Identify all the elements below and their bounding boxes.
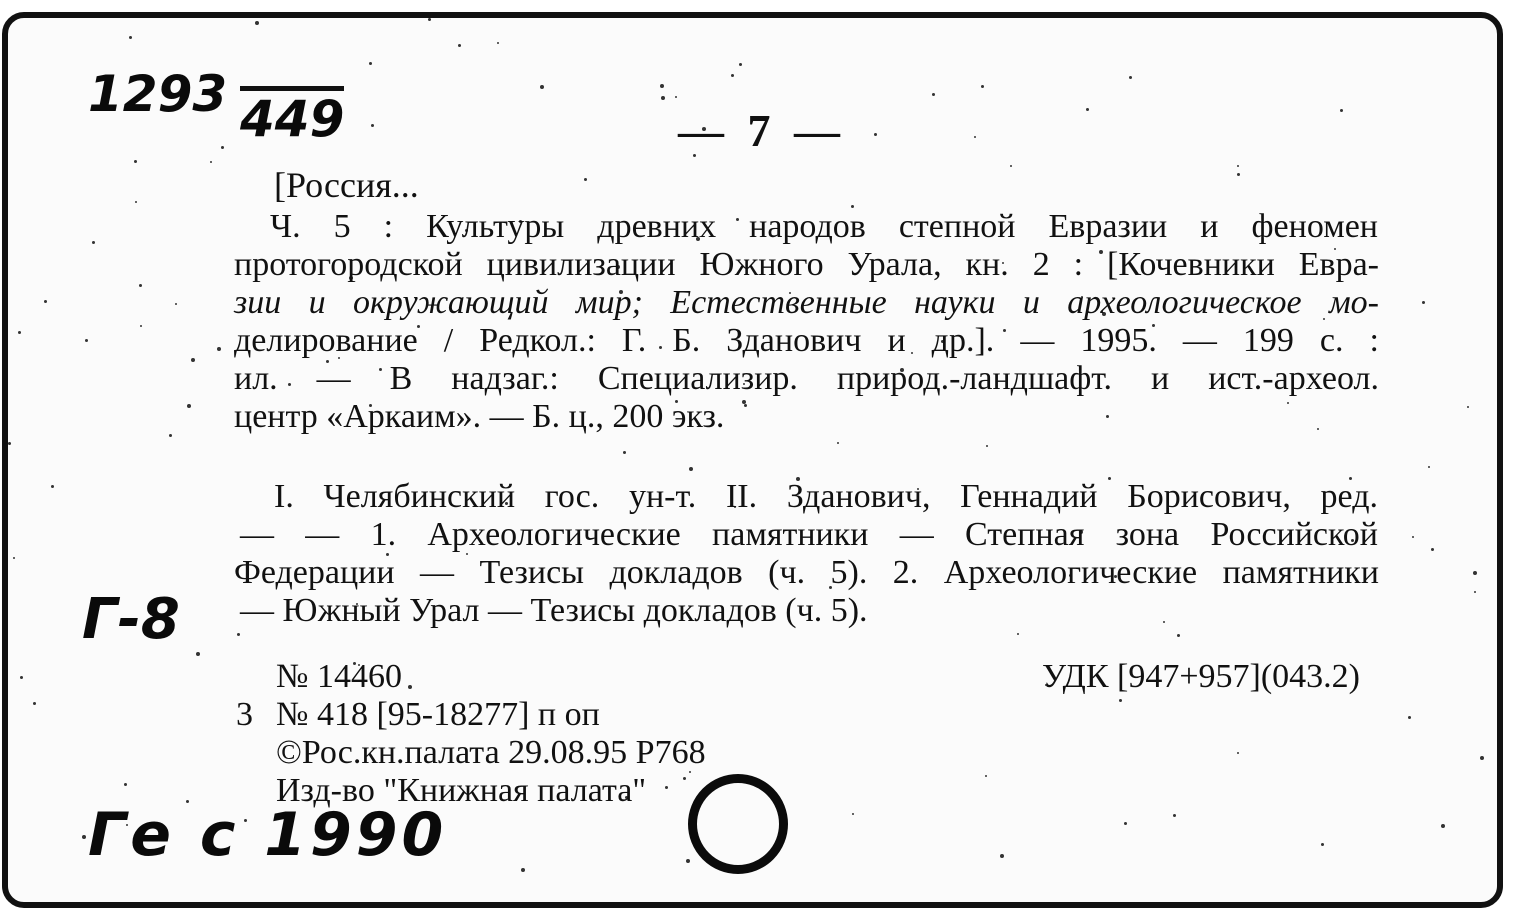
speckle-dot	[85, 339, 88, 342]
footer-line-2-prefix: 3	[236, 696, 253, 733]
handwritten-bottom-note: Ге с 1990	[88, 800, 448, 870]
speckle-dot	[237, 633, 240, 636]
speckle-dot	[139, 284, 142, 287]
speckle-dot	[985, 775, 987, 777]
footer-line-4: Изд-во "Книжная палата"	[276, 772, 647, 809]
speckle-dot	[661, 96, 665, 100]
speckle-dot	[20, 676, 23, 679]
speckle-dot	[1441, 824, 1445, 828]
subject-line-1: I. Челябинский гос. ун-т. II. Зданович, Геннадий Борисович, ред.	[274, 478, 1378, 515]
speckle-dot	[974, 136, 976, 138]
speckle-dot	[686, 859, 690, 863]
speckle-dot	[51, 485, 54, 488]
speckle-dot	[1017, 633, 1019, 635]
speckle-dot	[458, 44, 461, 47]
speckle-dot	[82, 835, 86, 839]
speckle-dot	[675, 96, 677, 98]
catalog-card	[2, 12, 1503, 908]
speckle-dot	[191, 358, 195, 362]
speckle-dot	[221, 146, 224, 149]
footer-line-2: № 418 [95-18277] п оп	[276, 696, 600, 733]
speckle-dot	[33, 702, 36, 705]
speckle-dot	[683, 777, 686, 780]
subject-line-4: — Южный Урал — Тезисы докладов (ч. 5).	[240, 592, 868, 629]
speckle-dot	[1422, 301, 1425, 304]
speckle-dot	[584, 178, 587, 181]
speckle-dot	[217, 347, 221, 351]
heading: [Россия...	[274, 165, 419, 205]
speckle-dot	[665, 786, 668, 789]
speckle-dot	[1237, 165, 1239, 167]
speckle-dot	[371, 124, 374, 127]
speckle-dot	[8, 442, 11, 445]
speckle-dot	[140, 325, 142, 327]
speckle-dot	[255, 21, 259, 25]
speckle-dot	[1119, 699, 1122, 702]
speckle-dot	[44, 300, 47, 303]
record-number: № 14460	[276, 658, 402, 695]
speckle-dot	[369, 62, 372, 65]
speckle-dot	[1177, 634, 1180, 637]
speckle-dot	[540, 85, 544, 89]
handwritten-call-number-suffix: 449	[240, 86, 344, 147]
speckle-dot	[135, 201, 137, 203]
speckle-dot	[129, 36, 132, 39]
speckle-dot	[689, 467, 693, 471]
speckle-dot	[1237, 752, 1239, 754]
speckle-dot	[13, 557, 15, 559]
speckle-dot	[92, 241, 95, 244]
speckle-dot	[744, 404, 747, 407]
speckle-dot	[852, 813, 854, 815]
speckle-dot	[986, 445, 988, 447]
speckle-dot	[1480, 756, 1484, 760]
speckle-dot	[1321, 843, 1324, 846]
speckle-dot	[124, 783, 127, 786]
speckle-dot	[1340, 109, 1343, 112]
speckle-dot	[408, 685, 412, 689]
speckle-dot	[521, 868, 525, 872]
speckle-dot	[739, 63, 742, 66]
speckle-dot	[175, 303, 177, 305]
speckle-dot	[1474, 591, 1476, 593]
speckle-dot	[1106, 415, 1109, 418]
description-line-1: Ч. 5 : Культуры древних народов степной Евразии и феномен	[270, 208, 1378, 245]
description-line-3: зии и окружающий мир; Естественные науки и археологическое мо-	[234, 284, 1379, 321]
speckle-dot	[981, 85, 984, 88]
speckle-dot	[1010, 165, 1012, 167]
speckle-dot	[623, 451, 626, 454]
speckle-dot	[196, 652, 200, 656]
speckle-dot	[1467, 406, 1469, 408]
speckle-dot	[1473, 571, 1477, 575]
circle-stamp	[688, 774, 788, 874]
description-line-6: центр «Аркаим». — Б. ц., 200 экз.	[234, 398, 725, 435]
speckle-dot	[18, 331, 21, 334]
speckle-dot	[1086, 108, 1089, 111]
speckle-dot	[169, 434, 172, 437]
speckle-dot	[1124, 822, 1127, 825]
speckle-dot	[1428, 466, 1430, 468]
speckle-dot	[731, 74, 734, 77]
speckle-dot	[1408, 716, 1411, 719]
subject-line-3: Федерации — Тезисы докладов (ч. 5). 2. Археологические памятники	[234, 554, 1379, 591]
speckle-dot	[1173, 814, 1176, 817]
speckle-dot	[1412, 536, 1414, 538]
description-line-5: ил. — В надзаг.: Специализир. природ.-ландшафт. и ист.-археол.	[234, 360, 1379, 397]
speckle-dot	[134, 160, 137, 163]
speckle-dot	[1163, 621, 1165, 623]
speckle-dot	[1000, 854, 1004, 858]
udc-code: УДК [947+957](043.2)	[1042, 658, 1360, 695]
speckle-dot	[1317, 428, 1319, 430]
footer-line-3: ©Рос.кн.палата 29.08.95 Р768	[276, 734, 706, 771]
speckle-dot	[210, 161, 212, 163]
speckle-dot	[1287, 402, 1289, 404]
speckle-dot	[428, 18, 431, 21]
handwritten-shelf-mark: Г-8	[82, 587, 180, 652]
speckle-dot	[837, 442, 839, 444]
speckle-dot	[497, 42, 499, 44]
speckle-dot	[1129, 76, 1132, 79]
speckle-dot	[187, 404, 191, 408]
description-line-4: делирование / Редкол.: Г. Б. Зданович и др.]. — 1995. — 199 с. :	[234, 322, 1379, 359]
speckle-dot	[660, 84, 664, 88]
description-line-2: протогородской цивилизации Южного Урала, кн. 2 : [Кочевники Евра-	[234, 246, 1379, 283]
speckle-dot	[874, 133, 877, 136]
handwritten-call-number: 1293	[88, 65, 228, 123]
subject-line-2: — — 1. Археологические памятники — Степная зона Российской	[240, 516, 1378, 553]
speckle-dot	[1237, 173, 1240, 176]
speckle-dot	[932, 93, 935, 96]
page-mark: — 7 —	[678, 105, 846, 156]
speckle-dot	[1431, 548, 1434, 551]
